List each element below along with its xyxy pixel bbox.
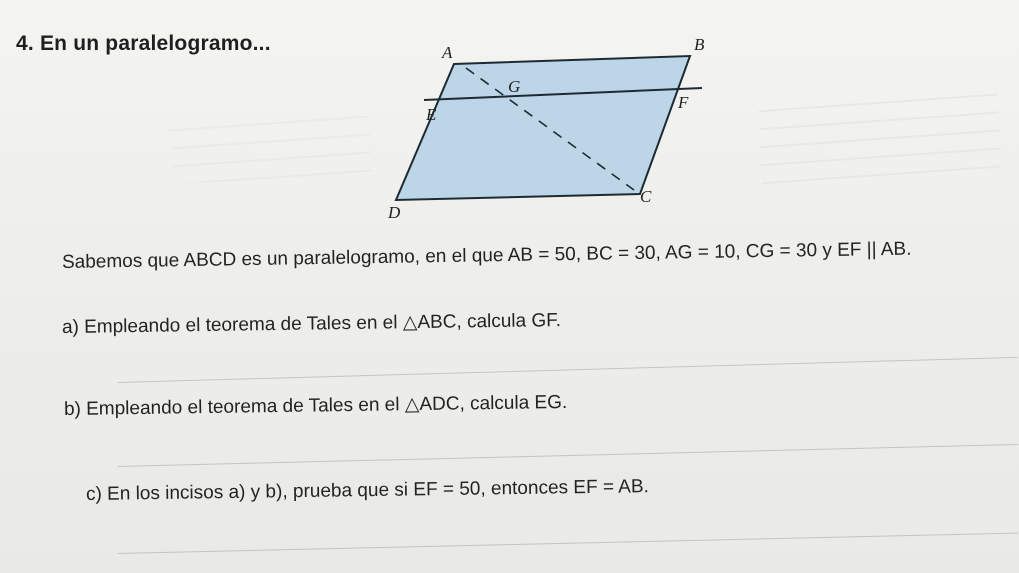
question-c: c) En los incisos a) y b), prueba que si EF = 50, entonces EF = AB. bbox=[85, 476, 649, 505]
label-a: A bbox=[442, 43, 453, 62]
answer-line-b bbox=[118, 444, 1018, 467]
bleed-through-texture bbox=[169, 107, 371, 184]
label-d: D bbox=[388, 203, 401, 222]
label-f: F bbox=[678, 93, 689, 112]
label-b: B bbox=[694, 35, 705, 54]
label-g: G bbox=[508, 77, 521, 96]
parallelogram-abcd bbox=[396, 56, 690, 200]
label-c: C bbox=[640, 187, 652, 206]
problem-title: 4. En un paralelogramo... bbox=[16, 32, 271, 55]
problem-statement: Sabemos que ABCD es un paralelogramo, en el que AB = 50, BC = 30, AG = 10, CG = 30 y EF || AB. bbox=[61, 238, 912, 273]
answer-line-c bbox=[118, 533, 1018, 554]
question-a: a) Empleando el teorema de Tales en el △ABC, calcula GF. bbox=[61, 310, 562, 338]
bleed-through-texture bbox=[759, 86, 1002, 184]
parallelogram-figure bbox=[380, 30, 720, 230]
answer-line-a bbox=[118, 357, 1018, 383]
question-b: b) Empleando el teorema de Tales en el △ADC, calcula EG. bbox=[63, 391, 568, 420]
label-e: E bbox=[426, 105, 437, 124]
